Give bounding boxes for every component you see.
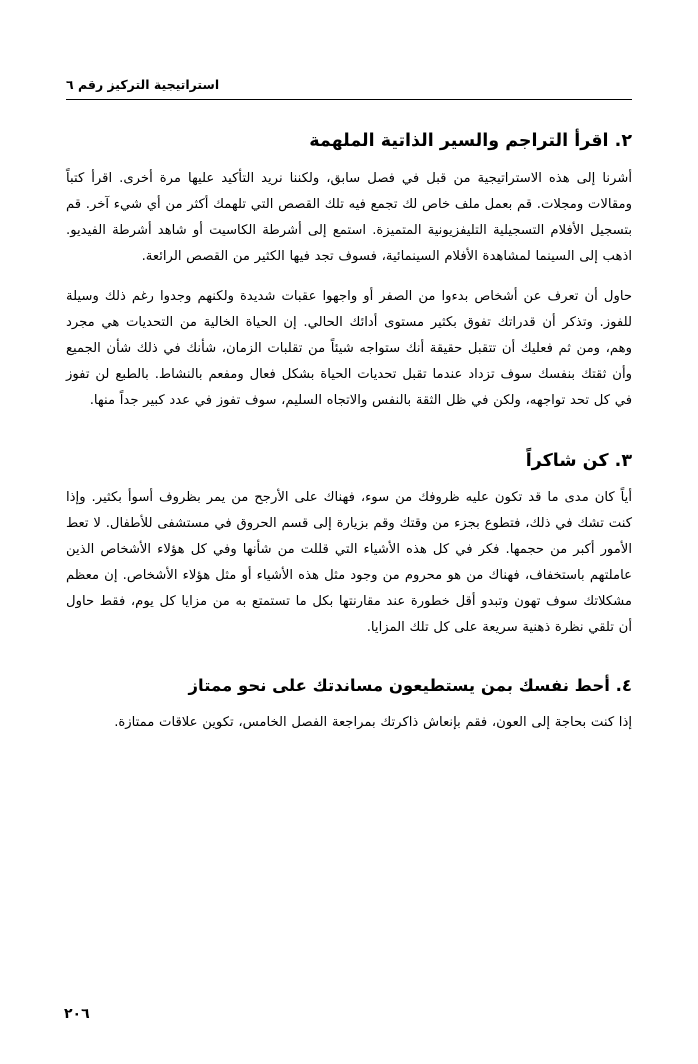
running-header-title: استراتيجية التركيز رقم ٦ [66,77,220,92]
section-heading-3: ٣. كن شاكراً [525,450,632,471]
page-content [66,74,632,1024]
section-4-paragraph-1: إذا كنت بحاجة إلى العون، فقم بإنعاش ذاكرتك بمراجعة الفصل الخامس، تكوين علاقات ممتازة. [114,714,632,730]
section-3-paragraph-1: أياً كان مدى ما قد تكون عليه ظروفك من سوء، فهناك على الأرجح من يمر بظروف أسوأ بكثير. وإذا كنت تشك في ذلك، فتطوع بجزء من وقتك وقم بزيارة إلى قسم الحروق في مستشفى للأطفال. لا تعط الأمور أكبر من حجمها. فكر في كل هذه الأشياء التي قللت من شأنها وفي كل هؤلاء الأشخاص الذين عاملتهم باستخفاف، فهناك من هو محروم من وجود مثل هذه الأشياء أو مثل هؤلاء الأشخاص. إن معظم مشكلاتك سوف تهون وتبدو أقل خطورة عند مقارنتها بكل ما تستمتع به من مزايا كل يوم، فقط حاول أن تلقي نظرة ذهنية سريعة على كل تلك المزايا. [66,490,632,636]
section-heading-2: ٢. اقرأ التراجم والسير الذاتية الملهمة [309,131,632,151]
running-header [66,74,632,95]
header-rule-divider [66,99,632,100]
page-number: ٢٠٦ [64,1006,90,1022]
section-2-paragraph-1: أشرنا إلى هذه الاستراتيجية من قبل في فصل سابق، ولكننا نريد التأكيد عليها مرة أخرى. اقرأ كتباً ومقالات ومجلات. قم بعمل ملف خاص لك تجمع فيه تلك القصص التي تلهمك أكثر من أي شيء آخر. قم بتسجيل الأفلام التسجيلية التليفزيونية المتميزة. استمع إلى أشرطة الكاسيت أو شاهد أشرطة الفيديو. اذهب إلى السينما لمشاهدة الأفلام السينمائية، فسوف تجد فيها الكثير من القصص الرائعة. [66,170,632,264]
section-heading-4: ٤. أحط نفسك بمن يستطيعون مساندتك على نحو ممتاز [188,676,632,696]
section-2-paragraph-2: حاول أن تعرف عن أشخاص بدءوا من الصفر أو واجهوا عقبات شديدة ولكنهم وجدوا رغم ذلك وسيلة للفوز. وتذكر أن قدراتك تفوق بكثير مستوى أدائك الحالي. إن الحياة الخالية من التحديات هي مجرد وهم، ومن ثم فعليك أن تتقبل حقيقة أنك ستواجه شيئاً من تقلبات الزمان، شأنك في ذلك شأن الجميع وأن ثقتك بنفسك سوف تزداد عندما تقبل تحديات الحياة بشكل فعال ومفعم بالنشاط. بالطبع لن تفوز في كل تحد تواجهه، ولكن في ظل الثقة بالنفس والاتجاه السليم، سوف تفوز في عدد كبير جداً منها. [66,288,632,408]
